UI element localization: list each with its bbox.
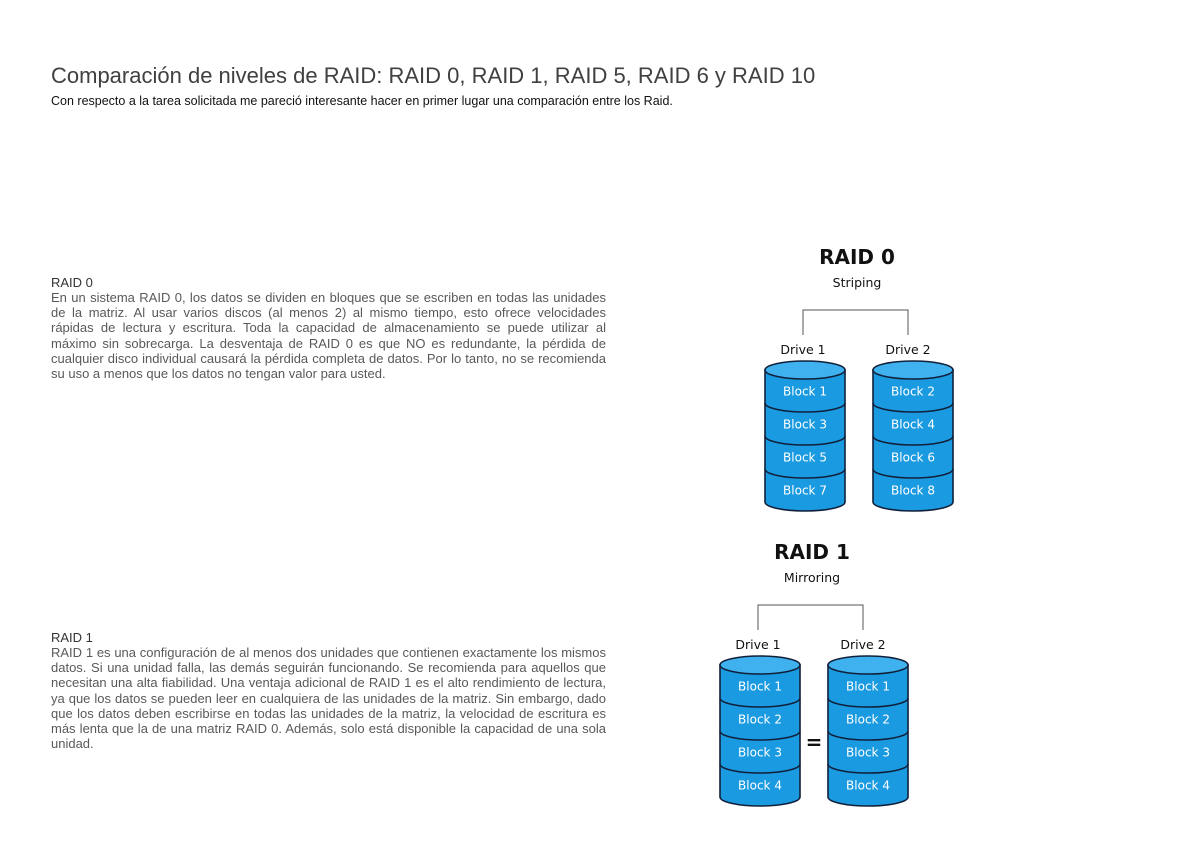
page-subtitle: Con respecto a la tarea solicitada me pareció interesante hacer en primer lugar una comparación entre los Raid. (51, 94, 673, 108)
raid1-diagram-subtitle: Mirroring (783, 570, 841, 585)
block-label: Block 5 (783, 450, 827, 465)
disk-top-cap (828, 656, 908, 674)
block-label: Block 1 (783, 384, 827, 399)
raid1-section (51, 630, 606, 751)
raid0-diagram (740, 240, 980, 525)
block-label: Block 1 (738, 679, 782, 694)
block-label: Block 3 (783, 417, 827, 432)
raid0-drive2-label: Drive 2 (885, 342, 931, 357)
raid1-drive2-label: Drive 2 (840, 637, 886, 652)
raid1-description: RAID 1 es una configuración de al menos dos unidades que contienen exactamente los mismos datos. Si una unidad falla, las demás seguirán funcionando. Se recomienda para aquellos que necesitan una alta fiabilidad. Una ventaja adicional de RAID 1 es el alto rendimiento de lectura, ya que los datos se pueden leer en cualquiera de las unidades de la matriz. Sin embargo, dado que los datos deben escribirse en todas las unidades de la matriz, la velocidad de escritura es más lenta que la de una matriz RAID 0. Además, solo está disponible la capacidad de una sola unidad. (51, 645, 606, 752)
disk-top-cap (765, 361, 845, 379)
mirror-equals-sign: = (805, 730, 823, 754)
block-label: Block 4 (846, 778, 890, 793)
block-label: Block 7 (783, 483, 827, 498)
page-title: Comparación de niveles de RAID: RAID 0, RAID 1, RAID 5, RAID 6 y RAID 10 (51, 63, 816, 88)
block-label: Block 4 (738, 778, 782, 793)
raid0-heading: RAID 0 (51, 275, 93, 290)
raid1-heading: RAID 1 (51, 630, 93, 645)
block-label: Block 3 (738, 745, 782, 760)
raid0-connector-line (803, 310, 908, 335)
block-label: Block 2 (846, 712, 890, 727)
raid1-connector-line (758, 605, 863, 630)
raid1-drive1-disk (720, 656, 800, 806)
raid0-drive2-disk (873, 361, 953, 511)
block-label: Block 3 (846, 745, 890, 760)
raid0-diagram-title: RAID 0 (819, 245, 895, 269)
block-label: Block 4 (891, 417, 935, 432)
raid0-drive1-disk (765, 361, 845, 511)
block-label: Block 8 (891, 483, 935, 498)
block-label: Block 6 (891, 450, 935, 465)
raid0-diagram-subtitle: Striping (832, 275, 882, 290)
raid0-section (51, 275, 606, 381)
block-label: Block 2 (738, 712, 782, 727)
block-label: Block 2 (891, 384, 935, 399)
raid1-drive2-disk (828, 656, 908, 806)
raid0-drive1-label: Drive 1 (780, 342, 826, 357)
block-label: Block 1 (846, 679, 890, 694)
disk-top-cap (720, 656, 800, 674)
raid1-drive1-label: Drive 1 (735, 637, 781, 652)
raid1-diagram (695, 535, 935, 825)
disk-top-cap (873, 361, 953, 379)
raid1-diagram-title: RAID 1 (774, 540, 850, 564)
raid0-description: En un sistema RAID 0, los datos se dividen en bloques que se escriben en todas las unidades de la matriz. Al usar varios discos (al menos 2) al mismo tiempo, esto ofrece velocidades rápidas de lectura y escritura. Toda la capacidad de almacenamiento se puede utilizar al máximo sin sobrecarga. La desventaja de RAID 0 es que NO es redundante, la pérdida de cualquier disco individual causará la pérdida completa de datos. Por lo tanto, no se recomienda su uso a menos que los datos no tengan valor para usted. (51, 290, 606, 382)
